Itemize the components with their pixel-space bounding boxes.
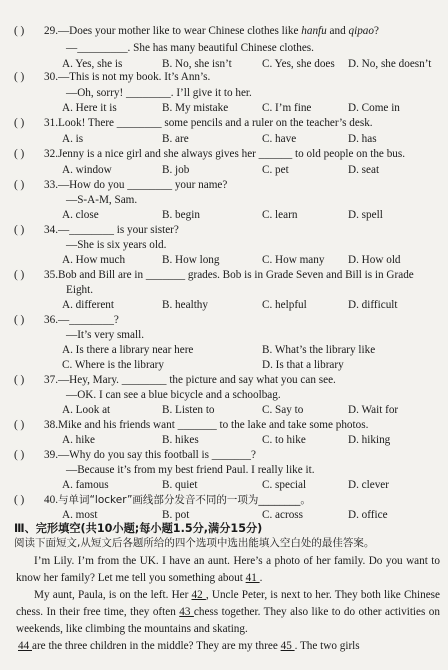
question-number: 29.: [44, 25, 58, 37]
option-c[interactable]: C. pet: [262, 164, 289, 176]
option-a[interactable]: A. close: [62, 209, 99, 221]
option-d[interactable]: D. hiking: [348, 434, 391, 446]
stem-mid: and: [326, 25, 349, 37]
option-b[interactable]: B. My mistake: [162, 102, 229, 114]
question-number: 34.: [44, 224, 58, 236]
blank-41[interactable]: 41: [245, 572, 260, 584]
passage-paragraph-3: [16, 638, 440, 655]
question-number: 37.: [44, 374, 58, 386]
passage-text: My aunt, Paula, is on the left. Her: [34, 589, 192, 601]
option-b[interactable]: B. What’s the library like: [262, 344, 376, 356]
option-d[interactable]: D. office: [348, 509, 388, 521]
option-a[interactable]: A. Yes, she is: [62, 58, 123, 70]
answer-paren[interactable]: ( ): [14, 148, 25, 160]
option-c[interactable]: C. I’m fine: [262, 102, 312, 114]
option-d[interactable]: D. Wait for: [348, 404, 399, 416]
question-30-line2: —Oh, sorry! ________. I’ll give it to her.: [66, 87, 252, 99]
option-b[interactable]: B. Listen to: [162, 404, 215, 416]
question-40: [14, 493, 442, 508]
option-a[interactable]: A. different: [62, 299, 114, 311]
question-stem: Look! There ________ some pencils and a ruler on the teacher’s desk.: [57, 117, 373, 129]
passage-text: I’m Lily. I’m from the UK. I have an aunt. Here’s a photo of her family. Do you want to know her family? Let me tell you something about: [16, 555, 440, 584]
section-instruction: 阅读下面短文,从短文后各题所给的四个选项中选出能填入空白处的最佳答案。: [14, 537, 375, 549]
question-38: [14, 418, 442, 433]
passage-text: .: [259, 572, 263, 584]
option-d[interactable]: D. Is that a library: [262, 359, 344, 371]
answer-paren[interactable]: ( ): [14, 25, 25, 37]
option-a[interactable]: A. Look at: [62, 404, 111, 416]
answer-paren[interactable]: ( ): [14, 314, 25, 326]
question-number: 30.: [44, 71, 58, 83]
section-title: Ⅲ、完形填空(共10小题;每小题1.5分,满分15分): [14, 522, 263, 535]
question-number: 38.: [44, 419, 58, 431]
option-a[interactable]: A. hike: [62, 434, 95, 446]
term-hanfu: hanfu: [301, 25, 327, 37]
question-stem: Bob and Bill are in _______ grades. Bob is in Grade Seven and Bill is in Grade: [57, 269, 414, 281]
passage-paragraph-2: [16, 587, 440, 638]
answer-paren[interactable]: ( ): [14, 374, 25, 386]
question-stem: —Hey, Mary. ________ the picture and say what you can see.: [57, 374, 336, 386]
question-34: [14, 223, 442, 238]
question-stem: —________ is your sister?: [57, 224, 179, 236]
option-c[interactable]: C. special: [262, 479, 307, 491]
question-number: 39.: [44, 449, 58, 461]
option-a[interactable]: A. How much: [62, 254, 126, 266]
question-39: [14, 448, 442, 463]
question-35-line2: Eight.: [66, 284, 94, 296]
option-c[interactable]: C. helpful: [262, 299, 307, 311]
question-number: 32.: [44, 148, 58, 160]
option-c[interactable]: C. across: [262, 509, 304, 521]
question-29-line2: —_________. She has many beautiful Chinese clothes.: [66, 42, 314, 54]
question-stem: —Does your mother like to wear Chinese clothes like: [57, 25, 302, 37]
option-d[interactable]: D. seat: [348, 164, 380, 176]
answer-paren[interactable]: ( ): [14, 494, 25, 506]
blank-44[interactable]: 44: [18, 640, 32, 652]
option-d[interactable]: D. No, she doesn’t: [348, 58, 432, 70]
option-b[interactable]: B. job: [162, 164, 190, 176]
question-number: 31.: [44, 117, 58, 129]
option-d[interactable]: D. has: [348, 133, 377, 145]
blank-43[interactable]: 43: [179, 606, 194, 618]
option-c[interactable]: C. to hike: [262, 434, 306, 446]
option-a[interactable]: A. Is there a library near here: [62, 344, 194, 356]
question-39-line2: —Because it’s from my best friend Paul. I really like it.: [66, 464, 315, 476]
question-29: [14, 24, 442, 39]
option-d[interactable]: D. How old: [348, 254, 401, 266]
answer-paren[interactable]: ( ): [14, 449, 25, 461]
answer-paren[interactable]: ( ): [14, 419, 25, 431]
question-33-line2: —S-A-M, Sam.: [66, 194, 138, 206]
option-c[interactable]: C. Yes, she does: [262, 58, 335, 70]
option-d[interactable]: D. Come in: [348, 102, 400, 114]
option-c[interactable]: C. learn: [262, 209, 298, 221]
question-32: [14, 147, 442, 162]
option-b[interactable]: B. healthy: [162, 299, 208, 311]
question-30: [14, 70, 442, 85]
option-c[interactable]: C. have: [262, 133, 297, 145]
question-stem: Jenny is a nice girl and she always gives her ______ to old people on the bus.: [57, 148, 406, 160]
stem-end: ?: [373, 25, 379, 37]
option-c[interactable]: C. How many: [262, 254, 325, 266]
question-stem: 与单词“locker”画线部分发音不同的一项为________。: [57, 494, 311, 506]
term-qipao: qipao: [348, 25, 374, 37]
question-35: [14, 268, 442, 283]
question-stem: —________?: [57, 314, 119, 326]
blank-42[interactable]: 42: [191, 589, 206, 601]
option-a[interactable]: A. Here it is: [62, 102, 117, 114]
option-c[interactable]: C. Say to: [262, 404, 304, 416]
option-b[interactable]: B. pot: [162, 509, 190, 521]
option-b[interactable]: B. are: [162, 133, 189, 145]
question-34-line2: —She is six years old.: [66, 239, 167, 251]
option-b[interactable]: B. begin: [162, 209, 200, 221]
answer-paren[interactable]: ( ): [14, 179, 25, 191]
answer-paren[interactable]: ( ): [14, 71, 25, 83]
option-a[interactable]: A. most: [62, 509, 98, 521]
option-d[interactable]: D. clever: [348, 479, 389, 491]
question-stem: —This is not my book. It’s Ann’s.: [57, 71, 211, 83]
option-b[interactable]: B. How long: [162, 254, 220, 266]
question-33: [14, 178, 442, 193]
question-stem: —Why do you say this football is _______?: [57, 449, 256, 461]
question-stem: Mike and his friends want _______ to the lake and take some photos.: [57, 419, 369, 431]
option-a[interactable]: A. window: [62, 164, 112, 176]
question-36-line2: —It’s very small.: [66, 329, 144, 341]
question-36: [14, 313, 442, 328]
passage-text: chess together. They also like to do other activities on weekends, like climbing the mountains and skating.: [16, 606, 440, 635]
option-d[interactable]: D. spell: [348, 209, 383, 221]
question-37: [14, 373, 442, 388]
option-d[interactable]: D. difficult: [348, 299, 398, 311]
answer-paren[interactable]: ( ): [14, 224, 25, 236]
option-a[interactable]: A. famous: [62, 479, 109, 491]
question-stem: —How do you ________ your name?: [57, 179, 228, 191]
option-a[interactable]: A. is: [62, 133, 84, 145]
option-b[interactable]: B. quiet: [162, 479, 198, 491]
question-number: 40.: [44, 494, 58, 506]
passage-text: , Uncle Peter, is next to her. They both like Chinese chess. In their free time, they often: [16, 589, 440, 618]
passage-paragraph-1: [16, 553, 440, 587]
question-37-line2: —OK. I can see a blue bicycle and a schoolbag.: [66, 389, 281, 401]
option-b[interactable]: B. hikes: [162, 434, 199, 446]
passage-text: . The two girls: [294, 640, 360, 652]
question-number: 35.: [44, 269, 58, 281]
question-number: 33.: [44, 179, 58, 191]
answer-paren[interactable]: ( ): [14, 269, 25, 281]
passage-text: are the three children in the middle? They are my three: [31, 640, 281, 652]
answer-paren[interactable]: ( ): [14, 117, 25, 129]
option-b[interactable]: B. No, she isn’t: [162, 58, 232, 70]
question-31: [14, 116, 442, 131]
option-c[interactable]: C. Where is the library: [62, 359, 165, 371]
question-number: 36.: [44, 314, 58, 326]
blank-45[interactable]: 45: [280, 640, 295, 652]
